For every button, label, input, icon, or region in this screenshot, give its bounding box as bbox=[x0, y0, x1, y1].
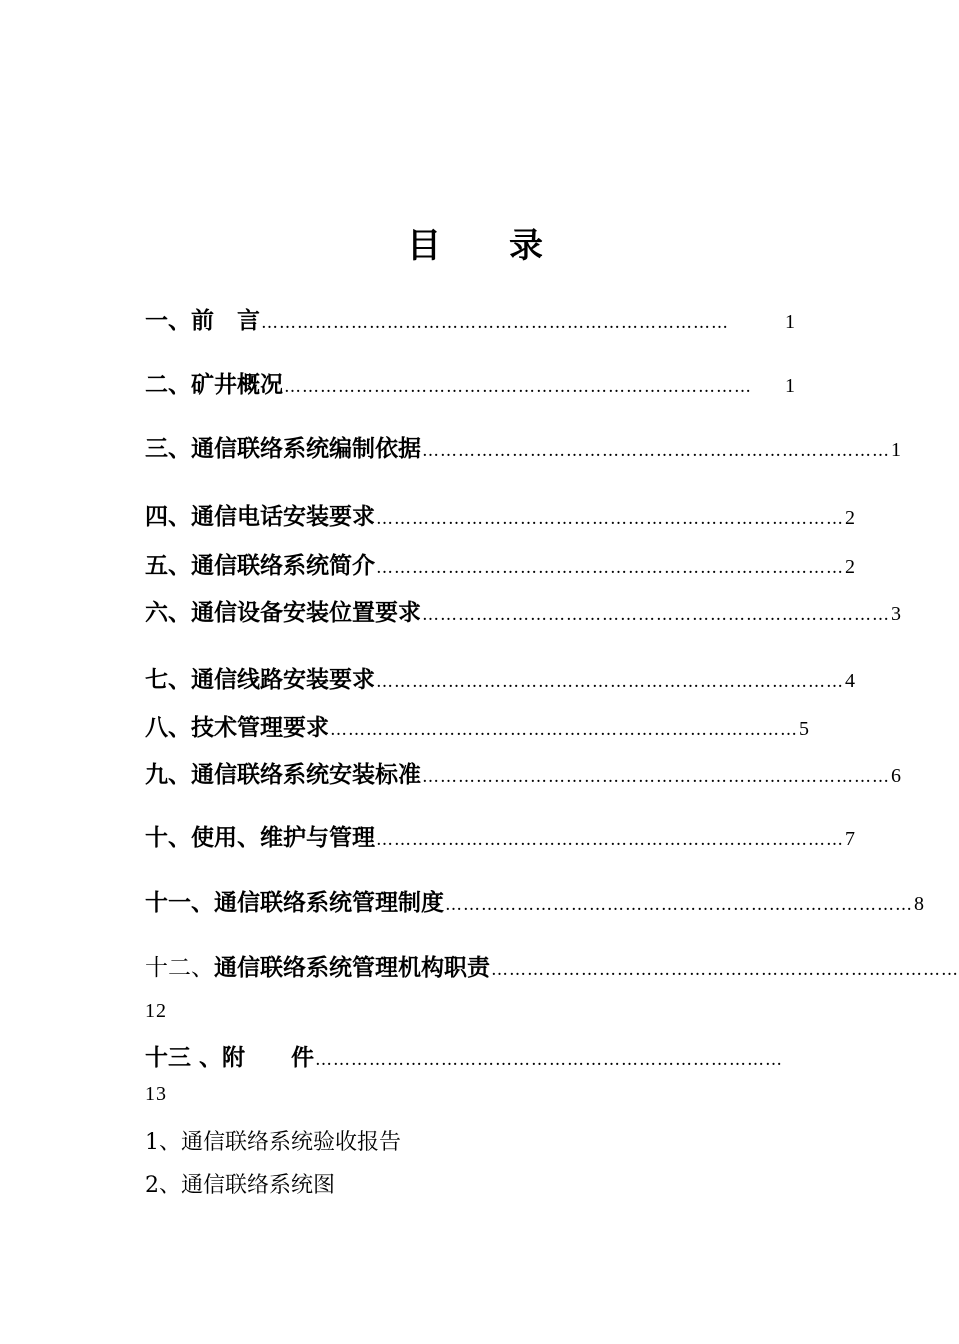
toc-leader-dots: …………………………………………………………………… bbox=[422, 441, 890, 461]
toc-leader-dots: …………………………………………………………………… bbox=[445, 895, 913, 915]
toc-entry-page: 6 bbox=[891, 765, 901, 787]
toc-leader-dots: …………………………………………………………………… bbox=[376, 830, 844, 850]
toc-leader-dots: …………………………………………………………………… bbox=[330, 720, 798, 740]
toc-entry-4[interactable] bbox=[145, 498, 855, 531]
toc-entry-1[interactable] bbox=[145, 302, 795, 335]
attachment-item-2[interactable]: 2、通信联络系统图 bbox=[145, 1173, 335, 1198]
toc-entry-page: 3 bbox=[891, 603, 901, 625]
toc-entry-8[interactable] bbox=[145, 709, 809, 742]
toc-leader-dots: …………………………………………………………………… bbox=[491, 960, 959, 980]
toc-entry-label: 十三 、附 件 bbox=[145, 1044, 315, 1071]
toc-entry-label: 九、通信联络系统安装标准 bbox=[145, 761, 421, 788]
toc-leader-dots: …………………………………………………………………… bbox=[376, 509, 844, 529]
toc-entry-12-page: 12 bbox=[145, 1000, 167, 1022]
toc-leader-dots: …………………………………………………………………… bbox=[376, 672, 844, 692]
toc-entry-label: 六、通信设备安装位置要求 bbox=[145, 599, 421, 626]
toc-entry-page: 4 bbox=[845, 670, 855, 692]
toc-entry-label: 八、技术管理要求 bbox=[145, 714, 329, 741]
toc-entry-label: 十二、通信联络系统管理机构职责 bbox=[145, 954, 490, 981]
toc-entry-3[interactable] bbox=[145, 430, 901, 463]
toc-entry-page: 2 bbox=[845, 507, 855, 529]
toc-entry-13-page: 13 bbox=[145, 1083, 167, 1105]
toc-entry-2[interactable] bbox=[145, 366, 795, 399]
toc-entry-10[interactable] bbox=[145, 819, 855, 852]
toc-entry-label: 七、通信线路安装要求 bbox=[145, 666, 375, 693]
toc-entry-12[interactable] bbox=[145, 949, 959, 982]
toc-entry-page: 7 bbox=[845, 828, 855, 850]
toc-entry-5[interactable] bbox=[145, 547, 855, 580]
toc-entry-page: 2 bbox=[845, 556, 855, 578]
toc-entry-page: 8 bbox=[914, 893, 924, 915]
toc-entry-label: 十、使用、维护与管理 bbox=[145, 824, 375, 851]
toc-entry-13[interactable] bbox=[145, 1039, 805, 1072]
toc-entry-label: 三、通信联络系统编制依据 bbox=[145, 435, 421, 462]
toc-entry-6[interactable] bbox=[145, 594, 901, 627]
toc-leader-dots: …………………………………………………………………… bbox=[422, 767, 890, 787]
toc-title-char-1: 目 bbox=[407, 226, 441, 266]
toc-entry-label: 二、矿井概况 bbox=[145, 371, 283, 398]
toc-leader-dots: …………………………………………………………………… bbox=[284, 377, 752, 397]
toc-entry-page: 1 bbox=[785, 311, 795, 333]
toc-title bbox=[0, 218, 950, 267]
toc-entry-label: 十一、通信联络系统管理制度 bbox=[145, 889, 444, 916]
toc-leader-dots: …………………………………………………………………… bbox=[422, 605, 890, 625]
toc-entry-label: 五、通信联络系统简介 bbox=[145, 552, 375, 579]
toc-leader-dots: …………………………………………………………………… bbox=[376, 558, 844, 578]
toc-entry-7[interactable] bbox=[145, 661, 855, 694]
toc-leader-dots: …………………………………………………………………… bbox=[315, 1050, 784, 1070]
toc-entry-11[interactable] bbox=[145, 884, 924, 917]
toc-entry-page: 5 bbox=[799, 718, 809, 740]
toc-entry-label: 一、前 言 bbox=[145, 307, 260, 334]
toc-entry-9[interactable] bbox=[145, 756, 901, 789]
toc-title-char-2: 录 bbox=[509, 226, 543, 266]
toc-entry-label: 四、通信电话安装要求 bbox=[145, 503, 375, 530]
toc-entry-page: 1 bbox=[785, 375, 795, 397]
attachment-item-1[interactable]: 1、通信联络系统验收报告 bbox=[145, 1130, 401, 1155]
toc-entry-page: 1 bbox=[891, 439, 901, 461]
toc-leader-dots: …………………………………………………………………… bbox=[261, 313, 729, 333]
